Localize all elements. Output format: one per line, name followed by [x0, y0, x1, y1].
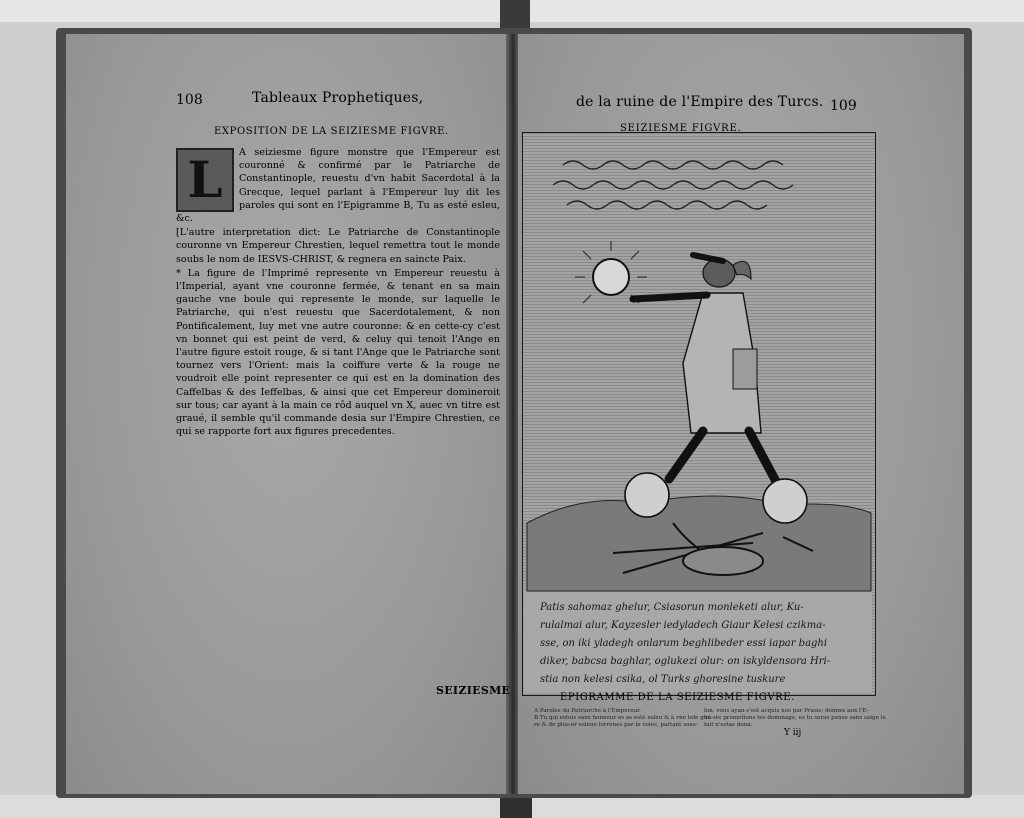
caption-line-1: Patis sahomaz ghelur, Csiasorun monleketi alur, Ku-: [540, 602, 804, 613]
catchword: SEIZIESME: [436, 684, 511, 697]
caption-line-4: diker, babcsa baghlar, oglukezi olur: on iskyldensora Hri-: [540, 656, 831, 667]
paragraph-2: [L'autre interpretation dict: Le Patriarche de Constantinople couronne vn Empereur Chrestien, lequel remettra tout le monde soubs le nom de IESVS-CHRIST, & regnera en saincte Paix.: [176, 227, 500, 265]
engraving-title: SEIZIESME FIGVRE.: [620, 123, 742, 134]
left-globe: [625, 473, 669, 517]
footnote-left-3: re & de plus-or esleue lorrenes par le voies, partant sous-: [534, 722, 698, 728]
script-line-1: [563, 161, 783, 169]
right-page-number: 109: [830, 98, 857, 114]
drop-cap-ornament: L: [176, 148, 234, 212]
signature-mark: Y iij: [784, 728, 802, 738]
epigram-title: EPIGRAMME DE LA SEIZIESME FIGVRE.: [560, 692, 795, 703]
footnote-right-2: mi-ste promotions tes dommage, es tu seras pense sans saige le: [704, 715, 886, 721]
figure-raised-arm: [693, 255, 723, 261]
script-line-3: [567, 201, 767, 209]
footnote-left-2: B Tu qui estois sans honneur es as esté esleu & à vne tele gloi-: [534, 715, 713, 721]
figure-arm: [633, 295, 707, 299]
right-running-head: de la ruine de l'Empire des Turcs.: [576, 94, 824, 110]
script-line-2: [553, 181, 793, 189]
right-globe: [763, 479, 807, 523]
top-clip: [500, 0, 530, 30]
caption-line-5: stia non kelesi csika, ol Turks ghoresine tuskure: [540, 674, 786, 685]
paragraph-1: A seiziesme figure monstre que l'Empereur est couronné & confirmé par le Patriarche de Constantinople, reuestu d'vn habit Sacerdotal à la Grecque, lequel parlant à l'Empereur luy dit les paroles qui sont en l'Epigramme B, Tu as esté esleu, &c.: [176, 147, 500, 225]
figure-cap: [733, 261, 751, 279]
figure-right-leg: [749, 431, 779, 487]
footnote-left-1: A Paroles du Patriarche à l'Empereur.: [534, 708, 641, 714]
left-page-number: 108: [176, 92, 203, 108]
section-title: EXPOSITION DE LA SEIZIESME FIGVRE.: [214, 126, 449, 137]
left-running-head: Tableaux Prophetiques,: [252, 90, 424, 106]
footnote-right-1: lon. vous ayan-s'est acquis nos par Prasis: donnes aux l'E-: [704, 708, 869, 714]
paragraph-3: * La figure de l'Imprimé represente vn Empereur reuestu à l'Imperial, ayant vne couronne fermée, & tenant en sa main gauche vne boule qui represente le monde, sur laquelle le Patriarche, qui n'est reuestu que Sacerdotalement, & non Pontificalement, luy met vne autre couronne: & en cette-cy c'est vn bonnet qui est peint de verd, & celuy qui tenoit l'Ange en l'autre figure estoit rouge, & si tant l'Ange que le Patriarche sont tournez vers l'Orient: mais la coiffure verte & la rouge ne voudroit elle point representer ce qui est en la domination des Caffelbas & des Ieffelbas, & ainsi que cet Empereur domineroit sur tous; car ayant à la main ce rôd auquel vn X, auec vn titre est graué, il semble qu'il commande desia sur l'Empire Chrestien, ce qui se rapporte fort aux figures precedentes.: [176, 267, 500, 438]
caption-line-2: rulalmai alur, Kayzesler iedyladech Giaur Kelesi czikma-: [540, 620, 826, 631]
figure-pouch: [733, 349, 757, 389]
ground: [527, 496, 871, 591]
footnote-right-3: fait n'estas dona.: [704, 722, 753, 728]
left-body-text: [176, 146, 500, 439]
flaming-orb: [593, 259, 629, 295]
figure-left-leg: [669, 431, 703, 479]
caption-line-3: sse, on iki yladegh onlarum beghlibeder essi iapar baghi: [540, 638, 828, 649]
